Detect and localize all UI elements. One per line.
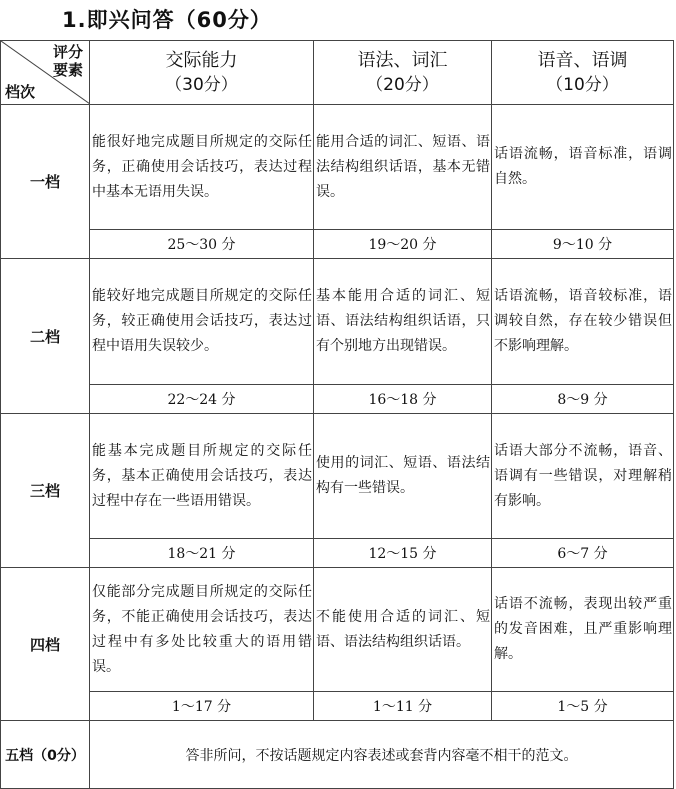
level5-desc: 答非所问，不按话题规定内容表述或套背内容毫不相干的范文。 — [90, 721, 674, 789]
header-row — [1, 41, 674, 105]
scoring-table — [0, 40, 674, 789]
column-header-pronunciation — [492, 41, 674, 105]
corner-cell — [1, 41, 90, 105]
score-cell: 8～9 分 — [492, 385, 674, 414]
table-row — [1, 414, 674, 539]
grammar-desc: 能用合适的词汇、短语、语法结构组织话语，基本无错误。 — [314, 105, 492, 230]
communication-desc: 能较好地完成题目所规定的交际任务，较正确使用会话技巧，表达过程中语用失误较少。 — [90, 259, 314, 385]
grammar-desc: 使用的词汇、短语、语法结构有一些错误。 — [314, 414, 492, 539]
score-cell: 6～7 分 — [492, 539, 674, 568]
pronunciation-desc: 话语大部分不流畅，语音、语调有一些错误，对理解稍有影响。 — [492, 414, 674, 539]
score-cell: 18～21 分 — [90, 539, 314, 568]
score-row — [1, 230, 674, 259]
communication-desc: 能很好地完成题目所规定的交际任务，正确使用会话技巧，表达过程中基本无语用失误。 — [90, 105, 314, 230]
score-cell: 19～20 分 — [314, 230, 492, 259]
score-row — [1, 539, 674, 568]
corner-label-top1: 评分 — [52, 43, 83, 61]
column-points: （10分） — [546, 74, 619, 95]
column-name: 语音、语调 — [537, 49, 628, 71]
table-row-level5 — [1, 721, 674, 789]
score-cell: 1～11 分 — [314, 692, 492, 721]
table-row — [1, 568, 674, 692]
column-points: （30分） — [165, 74, 238, 95]
score-cell: 25～30 分 — [90, 230, 314, 259]
level-label: 一档 — [1, 105, 90, 259]
score-cell: 16～18 分 — [314, 385, 492, 414]
pronunciation-desc: 话语不流畅，表现出较严重的发音困难，且严重影响理解。 — [492, 568, 674, 692]
column-points: （20分） — [366, 74, 439, 95]
score-cell: 1～5 分 — [492, 692, 674, 721]
corner-label-top2: 要素 — [52, 61, 83, 79]
pronunciation-desc: 话语流畅，语音较标准，语调较自然，存在较少错误但不影响理解。 — [492, 259, 674, 385]
score-row — [1, 385, 674, 414]
level-label: 三档 — [1, 414, 90, 568]
grammar-desc: 不能使用合适的词汇、短语、语法结构组织话语。 — [314, 568, 492, 692]
column-name: 交际能力 — [165, 49, 238, 71]
score-cell: 9～10 分 — [492, 230, 674, 259]
communication-desc: 能基本完成题目所规定的交际任务，基本正确使用会话技巧，表达过程中存在一些语用错误。 — [90, 414, 314, 539]
table-row — [1, 259, 674, 385]
table-row — [1, 105, 674, 230]
communication-desc: 仅能部分完成题目所规定的交际任务，不能正确使用会话技巧，表达过程中有多处比较重大的语用错误。 — [90, 568, 314, 692]
score-row — [1, 692, 674, 721]
level-label: 四档 — [1, 568, 90, 721]
column-header-grammar — [314, 41, 492, 105]
corner-label-bottom: 档次 — [5, 83, 36, 101]
score-cell: 12～15 分 — [314, 539, 492, 568]
score-cell: 22～24 分 — [90, 385, 314, 414]
grammar-desc: 基本能用合适的词汇、短语、语法结构组织话语，只有个别地方出现错误。 — [314, 259, 492, 385]
section-title: 1.即兴问答（60分） — [62, 8, 272, 32]
level-label: 五档（0分） — [1, 721, 90, 789]
level-label: 二档 — [1, 259, 90, 414]
column-header-communication — [90, 41, 314, 105]
score-cell: 1～17 分 — [90, 692, 314, 721]
pronunciation-desc: 话语流畅，语音标准，语调自然。 — [492, 105, 674, 230]
column-name: 语法、词汇 — [357, 49, 448, 71]
